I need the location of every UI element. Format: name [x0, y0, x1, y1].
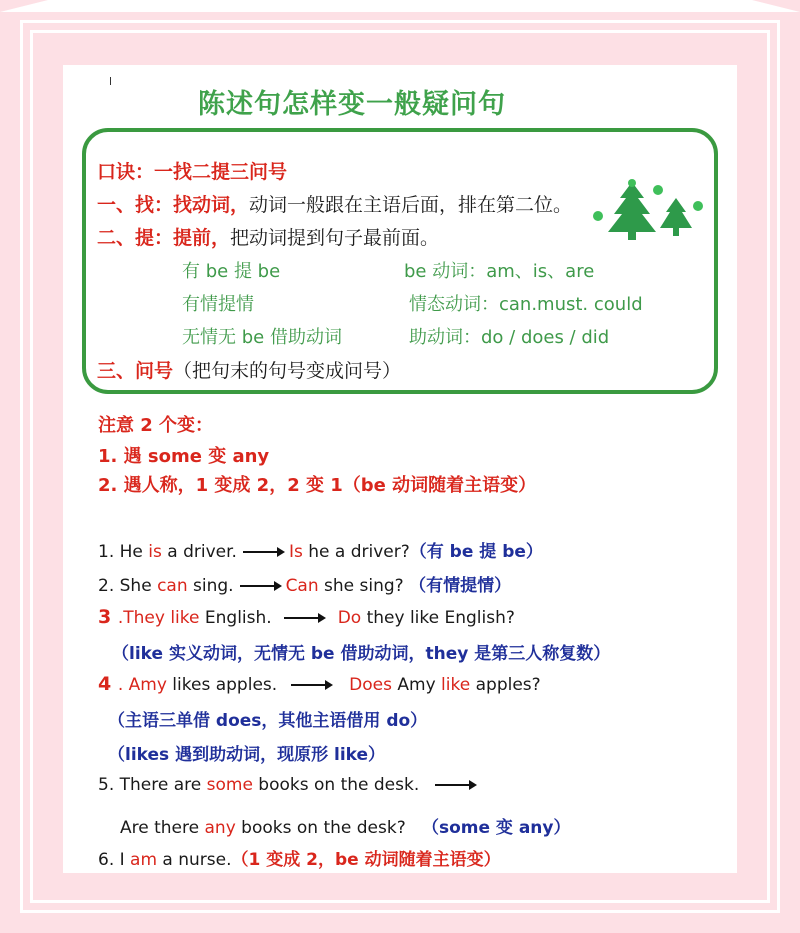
example-note: （有 be 提 be） [409, 542, 543, 562]
step-question-mark [97, 356, 401, 383]
example-5 [98, 775, 481, 795]
question-text: Are there [120, 818, 205, 838]
question-text: books on the desk? [235, 818, 406, 838]
sub-rule-left: 有 be 提 be [182, 261, 281, 282]
question-text: he a driver? [302, 542, 410, 562]
mnemonic-label: 口诀： [97, 161, 155, 183]
note-item: 1. 遇 some 变 any [98, 446, 270, 467]
question-text: apples? [470, 675, 541, 695]
note-item: 2. 遇人称，1 变成 2，2 变 1（be 动词随着主语变） [98, 475, 537, 496]
example-2 [98, 571, 511, 596]
example-text: I [119, 850, 131, 870]
mnemonic-text: 一找二提三问号 [154, 161, 288, 183]
example-number: 3 [98, 606, 118, 628]
highlight-word: am [130, 850, 158, 870]
example-text: a nurse. [157, 850, 232, 870]
example-4-note-2: （likes 遇到助动词，现原形 like） [108, 745, 386, 765]
example-6 [98, 845, 501, 870]
example-note: （有情提情） [409, 576, 512, 596]
step-find-text: 动词一般跟在主语后面，排在第二位。 [249, 194, 573, 216]
arrow-right-icon [240, 585, 280, 587]
highlight-word: any [204, 818, 236, 838]
example-3-note: （like 实义动词，无情无 be 借助动词，they 是第三人称复数） [112, 644, 611, 664]
example-text: He [119, 542, 149, 562]
mnemonic [97, 157, 287, 184]
christmas-trees-icon [590, 178, 705, 243]
example-1 [98, 537, 543, 562]
highlight-word: Can [285, 576, 319, 596]
arrow-right-icon [243, 551, 283, 553]
step-lift-text: 把动词提到句子最前面。 [230, 227, 440, 249]
example-number: 2. [98, 576, 120, 596]
example-number: 4 [98, 673, 118, 695]
example-text: likes apples. [166, 675, 278, 695]
highlight-word: Do [337, 608, 362, 628]
highlight-word: can [157, 576, 188, 596]
highlight-word: like [441, 675, 471, 695]
question-text: they like English? [361, 608, 515, 628]
text-cursor-mark [110, 77, 111, 85]
sub-rule-left: 有情提情 [182, 294, 254, 315]
step-lift-label: 二、提： [97, 227, 174, 249]
example-number: 1. [98, 542, 120, 562]
highlight-word: Is [288, 542, 303, 562]
page-title: 陈述句怎样变一般疑问句 [198, 89, 506, 120]
example-text: sing. [187, 576, 234, 596]
highlight-word: Does [349, 675, 392, 695]
example-note: （1 变成 2，be 动词随着主语变） [231, 850, 501, 870]
frame-top-shape [0, 0, 800, 12]
step-lift [97, 223, 439, 250]
step-lift-key: 提前， [173, 227, 231, 249]
example-5-question [120, 813, 571, 838]
highlight-word: .They like [117, 608, 200, 628]
step-question-label: 三、问号 [97, 360, 174, 382]
example-number: 6. [98, 850, 120, 870]
step-find-label: 一、找： [97, 194, 174, 216]
highlight-word: . Amy [117, 675, 167, 695]
sub-rule-right: 助动词：do / does / did [409, 327, 610, 348]
arrow-right-icon [435, 784, 475, 786]
sub-rule-right: 情态动词：can.must. could [409, 294, 643, 315]
example-4-note: （主语三单借 does，其他主语借用 do） [108, 711, 428, 731]
example-note: （some 变 any） [421, 818, 571, 838]
example-text: There are [119, 775, 207, 795]
highlight-word: some [206, 775, 253, 795]
example-number: 5. [98, 775, 120, 795]
highlight-word: is [148, 542, 162, 562]
sub-rule-right: be 动词：am、is、are [404, 261, 595, 282]
question-text: she sing? [318, 576, 404, 596]
example-3 [98, 606, 515, 628]
arrow-right-icon [291, 684, 331, 686]
example-4 [98, 673, 541, 695]
sub-rule-left: 无情无 be 借助动词 [182, 327, 342, 348]
step-find [97, 190, 572, 217]
example-text: English. [199, 608, 272, 628]
example-text: books on the desk. [252, 775, 420, 795]
example-text: a driver. [161, 542, 237, 562]
arrow-right-icon [284, 617, 324, 619]
example-text: She [119, 576, 158, 596]
step-question-text: （把句末的句号变成问号） [173, 360, 402, 382]
notes-heading: 注意 2 个变： [98, 415, 214, 436]
question-text: Amy [391, 675, 442, 695]
step-find-key: 找动词， [173, 194, 250, 216]
